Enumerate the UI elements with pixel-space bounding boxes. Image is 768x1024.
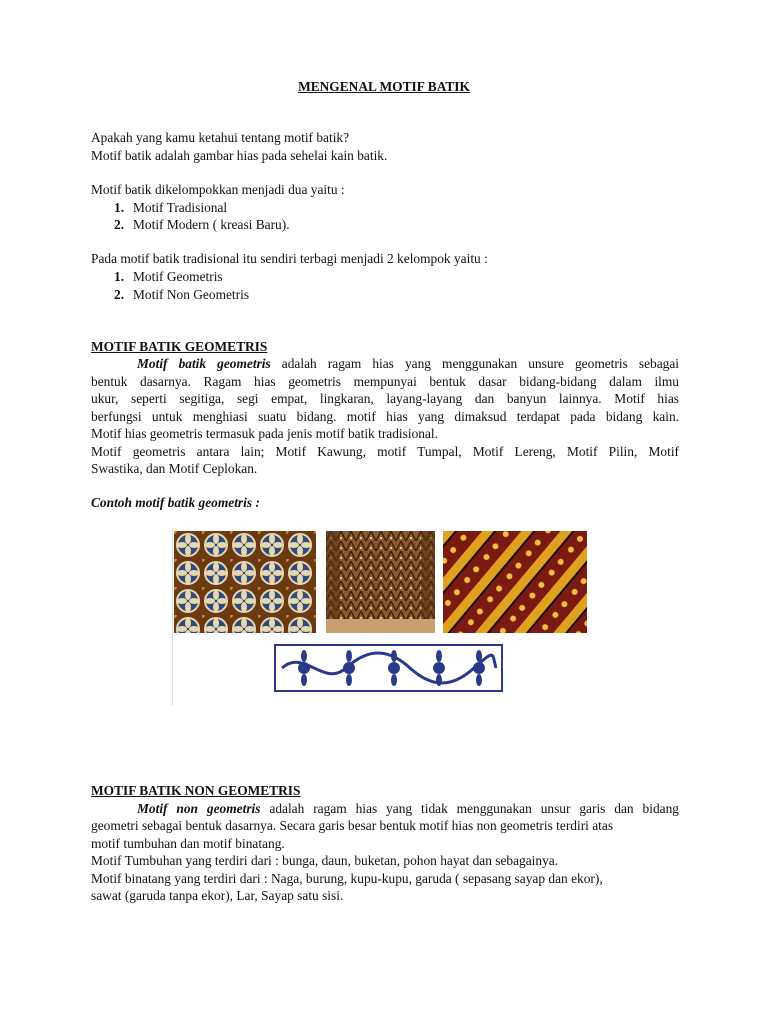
- list-label: Motif Modern ( kreasi Baru).: [133, 217, 290, 232]
- list-label: Motif Tradisional: [133, 200, 228, 215]
- nongeo-paragraph-line: [91, 800, 679, 818]
- list-label: Motif Geometris: [133, 269, 223, 284]
- example-caption: Contoh motif batik geometris :: [91, 495, 260, 510]
- list-number: 2.: [114, 217, 125, 232]
- nongeo-line-1: adalah ragam hias yang tidak menggunakan unsur garis dan bidang: [269, 801, 679, 816]
- nongeo-line-2: geometri sebagai bentuk dasarnya. Secara garis besar bentuk motif hias non geometris terdiri atas: [91, 818, 614, 833]
- geo-line-6: Motif geometris antara lain; Motif Kawung, motif Tumpal, Motif Lereng, Motif Pilin, Motif: [91, 444, 679, 459]
- list-number: 1.: [114, 269, 125, 284]
- geo-line-2: bentuk dasarnya. Ragam hias geometris mempunyai bentuk dasar bidang-bidang dalam ilmu: [91, 374, 679, 389]
- term-non-geometris: Motif non geometris: [137, 801, 261, 816]
- floral-border-batik-image: [274, 644, 503, 692]
- nongeo-line-3: motif tumbuhan dan motif binatang.: [91, 836, 285, 851]
- list-number: 2.: [114, 287, 125, 302]
- group1-lead: Motif batik dikelompokkan menjadi dua yaitu :: [91, 182, 345, 197]
- kawung-batik-image: [174, 531, 316, 633]
- geo-line-4: berfungsi untuk menghiasi suatu bidang. motif hias yang dimaksud terdapat pada bidang kain.: [91, 409, 679, 424]
- geo-line-5: Motif hias geometris termasuk pada jenis motif batik tradisional.: [91, 426, 438, 441]
- group2-lead: Pada motif batik tradisional itu sendiri terbagi menjadi 2 kelompok yaitu :: [91, 251, 488, 266]
- list-item: [114, 286, 249, 304]
- nongeo-line-6: sawat (garuda tanpa ekor), Lar, Sayap satu sisi.: [91, 888, 344, 903]
- term-geometris: Motif batik geometris: [137, 356, 271, 371]
- geo-line-3: ukur, seperti segitiga, segi empat, lingkaran, layang-layang dan banyun lainnya. Motif hias: [91, 391, 679, 406]
- list-item: [114, 199, 227, 217]
- list-number: 1.: [114, 200, 125, 215]
- section-heading-geometris: MOTIF BATIK GEOMETRIS: [91, 339, 268, 354]
- list-label: Motif Non Geometris: [133, 287, 250, 302]
- section-heading-non-geometris: MOTIF BATIK NON GEOMETRIS: [91, 783, 301, 798]
- tumpal-batik-image: [326, 531, 435, 633]
- intro-answer: Motif batik adalah gambar hias pada sehelai kain batik.: [91, 148, 388, 163]
- geo-line-7: Swastika, dan Motif Ceplokan.: [91, 461, 258, 476]
- list-item: [114, 216, 290, 234]
- geo-line-1: adalah ragam hias yang menggunakan unsure geometris sebagai: [281, 356, 680, 371]
- nongeo-line-4: Motif Tumbuhan yang terdiri dari : bunga, daun, buketan, pohon hayat dan sebagainya.: [91, 853, 559, 868]
- nongeo-line-5: Motif binatang yang terdiri dari : Naga, burung, kupu-kupu, garuda ( sepasang sayap dan ekor),: [91, 871, 603, 886]
- parang-batik-image: [443, 531, 587, 633]
- list-item: [114, 268, 223, 286]
- geo-paragraph-line: [91, 355, 679, 373]
- intro-question: Apakah yang kamu ketahui tentang motif batik?: [91, 130, 350, 145]
- page-title: MENGENAL MOTIF BATIK: [298, 79, 470, 94]
